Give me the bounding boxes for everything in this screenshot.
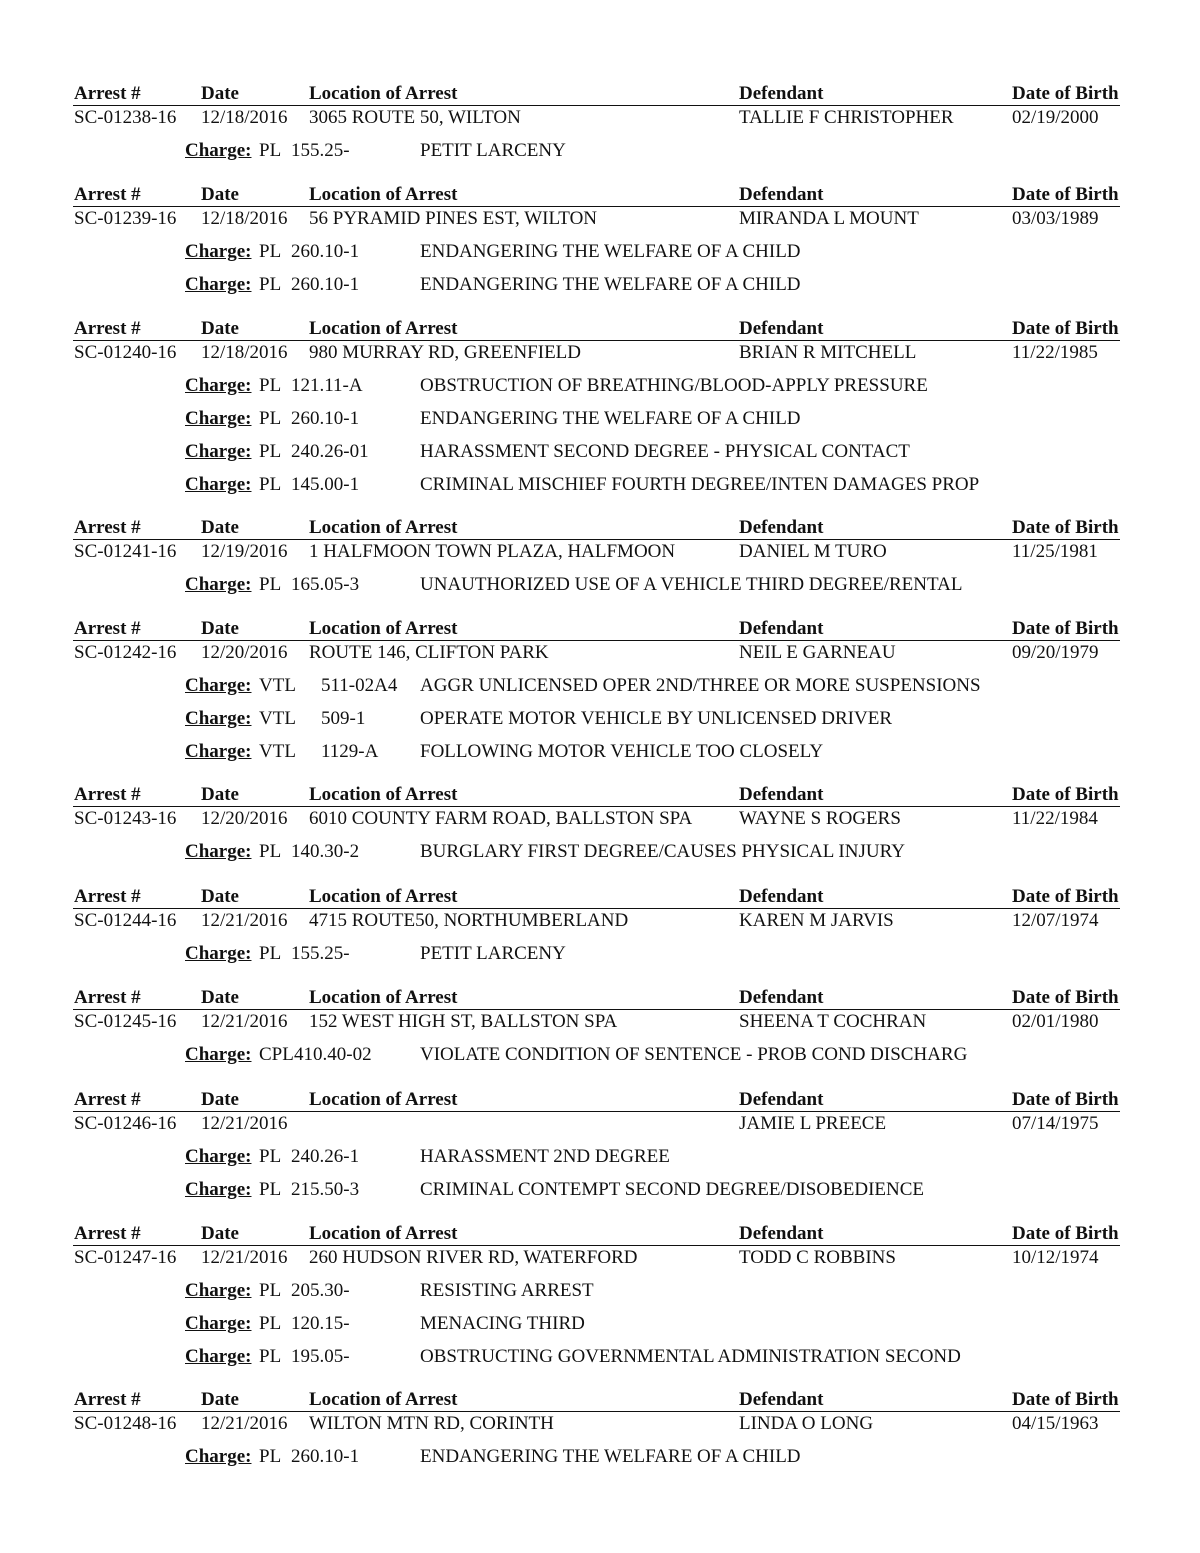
- charge-description: PETIT LARCENY: [420, 943, 566, 964]
- defendant-date-of-birth: 09/20/1979: [1012, 642, 1099, 663]
- arrest-location: ROUTE 146, CLIFTON PARK: [309, 642, 549, 663]
- defendant-name: NEIL E GARNEAU: [739, 642, 896, 663]
- defendant-name: JAMIE L PREECE: [739, 1113, 887, 1134]
- charge-row: [0, 573, 1200, 597]
- charge-description: VIOLATE CONDITION OF SENTENCE - PROB COND DISCHARG: [420, 1044, 968, 1065]
- charge-label: Charge:: [185, 708, 252, 729]
- charge-label: Charge:: [185, 274, 252, 295]
- header-defendant: Defendant: [739, 1089, 824, 1110]
- header-defendant: Defendant: [739, 987, 824, 1008]
- charge-law: PL: [259, 408, 282, 429]
- record-values-row: [0, 1010, 1200, 1034]
- charge-row: [0, 1345, 1200, 1369]
- header-location: Location of Arrest: [309, 318, 458, 339]
- charge-section: 195.05-: [291, 1346, 350, 1367]
- record-header-row: [0, 183, 1200, 207]
- header-arrest-number: Arrest #: [74, 618, 141, 639]
- defendant-date-of-birth: 12/07/1974: [1012, 910, 1099, 931]
- arrest-number: SC-01245-16: [74, 1011, 177, 1032]
- charge-law: CPL: [259, 1044, 294, 1065]
- charge-row: [0, 1178, 1200, 1202]
- charge-label: Charge:: [185, 1313, 252, 1334]
- defendant-date-of-birth: 03/03/1989: [1012, 208, 1099, 229]
- defendant-date-of-birth: 07/14/1975: [1012, 1113, 1099, 1134]
- record-values-row: [0, 641, 1200, 665]
- header-defendant: Defendant: [739, 1389, 824, 1410]
- header-arrest-number: Arrest #: [74, 1089, 141, 1110]
- header-date: Date: [201, 1389, 239, 1410]
- charge-section: 240.26-1: [291, 1146, 360, 1167]
- header-location: Location of Arrest: [309, 184, 458, 205]
- arrest-number: SC-01247-16: [74, 1247, 177, 1268]
- charge-row: [0, 1145, 1200, 1169]
- charge-section: 1129-A: [321, 741, 379, 762]
- charge-description: ENDANGERING THE WELFARE OF A CHILD: [420, 408, 801, 429]
- arrest-date: 12/21/2016: [201, 1247, 288, 1268]
- charge-description: MENACING THIRD: [420, 1313, 585, 1334]
- record-header-row: [0, 516, 1200, 540]
- charge-section: 260.10-1: [291, 1446, 360, 1467]
- charge-description: BURGLARY FIRST DEGREE/CAUSES PHYSICAL INJURY: [420, 841, 905, 862]
- charge-section: 165.05-3: [291, 574, 360, 595]
- charge-law: PL: [259, 943, 282, 964]
- charge-label: Charge:: [185, 1146, 252, 1167]
- arrest-location: 260 HUDSON RIVER RD, WATERFORD: [309, 1247, 638, 1268]
- charge-law: PL: [259, 841, 282, 862]
- charge-description: RESISTING ARREST: [420, 1280, 594, 1301]
- header-arrest-number: Arrest #: [74, 83, 141, 104]
- defendant-name: BRIAN R MITCHELL: [739, 342, 917, 363]
- charge-description: AGGR UNLICENSED OPER 2ND/THREE OR MORE SUSPENSIONS: [420, 675, 981, 696]
- header-location: Location of Arrest: [309, 784, 458, 805]
- charge-section: 205.30-: [291, 1280, 350, 1301]
- record-values-row: [0, 1112, 1200, 1136]
- charge-label: Charge:: [185, 1280, 252, 1301]
- defendant-date-of-birth: 11/22/1984: [1012, 808, 1098, 829]
- arrest-date: 12/18/2016: [201, 208, 288, 229]
- arrest-location: 152 WEST HIGH ST, BALLSTON SPA: [309, 1011, 618, 1032]
- arrest-date: 12/18/2016: [201, 107, 288, 128]
- charge-section: 410.40-02: [294, 1044, 372, 1065]
- arrest-date: 12/21/2016: [201, 1413, 288, 1434]
- header-defendant: Defendant: [739, 184, 824, 205]
- header-defendant: Defendant: [739, 517, 824, 538]
- header-defendant: Defendant: [739, 83, 824, 104]
- charge-label: Charge:: [185, 675, 252, 696]
- header-location: Location of Arrest: [309, 1389, 458, 1410]
- record-values-row: [0, 1412, 1200, 1436]
- record-values-row: [0, 807, 1200, 831]
- header-arrest-number: Arrest #: [74, 184, 141, 205]
- header-date-of-birth: Date of Birth: [1012, 784, 1119, 805]
- header-date: Date: [201, 318, 239, 339]
- header-date: Date: [201, 886, 239, 907]
- charge-law: PL: [259, 241, 282, 262]
- defendant-name: KAREN M JARVIS: [739, 910, 894, 931]
- charge-section: 260.10-1: [291, 408, 360, 429]
- charge-description: UNAUTHORIZED USE OF A VEHICLE THIRD DEGREE/RENTAL: [420, 574, 963, 595]
- arrest-number: SC-01242-16: [74, 642, 177, 663]
- header-location: Location of Arrest: [309, 517, 458, 538]
- charge-law: PL: [259, 474, 282, 495]
- charge-row: [0, 1279, 1200, 1303]
- header-location: Location of Arrest: [309, 987, 458, 1008]
- charge-section: 215.50-3: [291, 1179, 360, 1200]
- charge-description: HARASSMENT SECOND DEGREE - PHYSICAL CONTACT: [420, 441, 910, 462]
- record-values-row: [0, 207, 1200, 231]
- record-header-row: [0, 986, 1200, 1010]
- header-location: Location of Arrest: [309, 886, 458, 907]
- defendant-name: DANIEL M TURO: [739, 541, 887, 562]
- header-arrest-number: Arrest #: [74, 784, 141, 805]
- header-date: Date: [201, 618, 239, 639]
- header-date: Date: [201, 517, 239, 538]
- charge-law: PL: [259, 375, 282, 396]
- charge-row: [0, 374, 1200, 398]
- charge-label: Charge:: [185, 408, 252, 429]
- header-defendant: Defendant: [739, 1223, 824, 1244]
- charge-law: VTL: [259, 708, 296, 729]
- arrest-number: SC-01248-16: [74, 1413, 177, 1434]
- arrest-date: 12/21/2016: [201, 910, 288, 931]
- record-values-row: [0, 341, 1200, 365]
- charge-section: 260.10-1: [291, 274, 360, 295]
- header-date-of-birth: Date of Birth: [1012, 83, 1119, 104]
- charge-section: 260.10-1: [291, 241, 360, 262]
- header-date-of-birth: Date of Birth: [1012, 517, 1119, 538]
- charge-row: [0, 1312, 1200, 1336]
- record-header-row: [0, 783, 1200, 807]
- charge-label: Charge:: [185, 241, 252, 262]
- arrest-location: 6010 COUNTY FARM ROAD, BALLSTON SPA: [309, 808, 693, 829]
- charge-row: [0, 707, 1200, 731]
- arrest-number: SC-01244-16: [74, 910, 177, 931]
- charge-label: Charge:: [185, 1179, 252, 1200]
- charge-row: [0, 273, 1200, 297]
- charge-description: OBSTRUCTION OF BREATHING/BLOOD-APPLY PRESSURE: [420, 375, 928, 396]
- record-header-row: [0, 617, 1200, 641]
- defendant-date-of-birth: 02/19/2000: [1012, 107, 1099, 128]
- defendant-date-of-birth: 11/25/1981: [1012, 541, 1098, 562]
- arrest-location: 3065 ROUTE 50, WILTON: [309, 107, 521, 128]
- record-header-row: [0, 317, 1200, 341]
- header-defendant: Defendant: [739, 886, 824, 907]
- charge-label: Charge:: [185, 1446, 252, 1467]
- charge-section: 511-02A4: [321, 675, 398, 696]
- arrest-date: 12/20/2016: [201, 808, 288, 829]
- header-date: Date: [201, 784, 239, 805]
- header-arrest-number: Arrest #: [74, 1223, 141, 1244]
- header-date-of-birth: Date of Birth: [1012, 618, 1119, 639]
- header-date: Date: [201, 1089, 239, 1110]
- charge-row: [0, 1043, 1200, 1067]
- charge-law: PL: [259, 274, 282, 295]
- header-arrest-number: Arrest #: [74, 987, 141, 1008]
- charge-label: Charge:: [185, 574, 252, 595]
- arrest-location: 4715 ROUTE50, NORTHUMBERLAND: [309, 910, 629, 931]
- arrest-number: SC-01239-16: [74, 208, 177, 229]
- arrest-date: 12/21/2016: [201, 1011, 288, 1032]
- record-header-row: [0, 82, 1200, 106]
- arrest-location: 980 MURRAY RD, GREENFIELD: [309, 342, 582, 363]
- header-arrest-number: Arrest #: [74, 886, 141, 907]
- arrest-date: 12/20/2016: [201, 642, 288, 663]
- header-date-of-birth: Date of Birth: [1012, 1389, 1119, 1410]
- header-location: Location of Arrest: [309, 1223, 458, 1244]
- charge-section: 145.00-1: [291, 474, 360, 495]
- charge-row: [0, 407, 1200, 431]
- arrest-location: WILTON MTN RD, CORINTH: [309, 1413, 554, 1434]
- header-arrest-number: Arrest #: [74, 1389, 141, 1410]
- header-location: Location of Arrest: [309, 1089, 458, 1110]
- record-values-row: [0, 909, 1200, 933]
- defendant-name: WAYNE S ROGERS: [739, 808, 901, 829]
- record-header-row: [0, 1222, 1200, 1246]
- charge-description: OBSTRUCTING GOVERNMENTAL ADMINISTRATION SECOND: [420, 1346, 961, 1367]
- charge-law: PL: [259, 1179, 282, 1200]
- charge-law: PL: [259, 1280, 282, 1301]
- charge-law: PL: [259, 1313, 282, 1334]
- header-date-of-birth: Date of Birth: [1012, 184, 1119, 205]
- record-values-row: [0, 540, 1200, 564]
- arrest-number: SC-01243-16: [74, 808, 177, 829]
- charge-label: Charge:: [185, 841, 252, 862]
- charge-law: PL: [259, 574, 282, 595]
- header-defendant: Defendant: [739, 318, 824, 339]
- charge-law: PL: [259, 1146, 282, 1167]
- charge-row: [0, 473, 1200, 497]
- charge-row: [0, 440, 1200, 464]
- charge-section: 509-1: [321, 708, 366, 729]
- defendant-name: SHEENA T COCHRAN: [739, 1011, 927, 1032]
- header-date-of-birth: Date of Birth: [1012, 1223, 1119, 1244]
- header-date: Date: [201, 83, 239, 104]
- charge-section: 121.11-A: [291, 375, 363, 396]
- defendant-name: LINDA O LONG: [739, 1413, 874, 1434]
- header-date-of-birth: Date of Birth: [1012, 318, 1119, 339]
- defendant-name: TODD C ROBBINS: [739, 1247, 896, 1268]
- charge-law: PL: [259, 1346, 282, 1367]
- charge-law: PL: [259, 441, 282, 462]
- charge-law: VTL: [259, 741, 296, 762]
- header-defendant: Defendant: [739, 784, 824, 805]
- charge-label: Charge:: [185, 140, 252, 161]
- charge-label: Charge:: [185, 1346, 252, 1367]
- charge-section: 240.26-01: [291, 441, 369, 462]
- header-location: Location of Arrest: [309, 618, 458, 639]
- charge-row: [0, 240, 1200, 264]
- charge-row: [0, 674, 1200, 698]
- header-date: Date: [201, 987, 239, 1008]
- arrest-number: SC-01241-16: [74, 541, 177, 562]
- arrest-number: SC-01238-16: [74, 107, 177, 128]
- defendant-date-of-birth: 10/12/1974: [1012, 1247, 1099, 1268]
- record-values-row: [0, 106, 1200, 130]
- charge-law: PL: [259, 140, 282, 161]
- charge-description: CRIMINAL CONTEMPT SECOND DEGREE/DISOBEDIENCE: [420, 1179, 925, 1200]
- charge-label: Charge:: [185, 441, 252, 462]
- charge-row: [0, 1445, 1200, 1469]
- header-date-of-birth: Date of Birth: [1012, 987, 1119, 1008]
- charge-description: FOLLOWING MOTOR VEHICLE TOO CLOSELY: [420, 741, 824, 762]
- charge-label: Charge:: [185, 943, 252, 964]
- header-arrest-number: Arrest #: [74, 318, 141, 339]
- defendant-name: MIRANDA L MOUNT: [739, 208, 919, 229]
- arrest-date: 12/21/2016: [201, 1113, 288, 1134]
- arrest-date: 12/19/2016: [201, 541, 288, 562]
- charge-row: [0, 942, 1200, 966]
- charge-description: OPERATE MOTOR VEHICLE BY UNLICENSED DRIVER: [420, 708, 893, 729]
- header-date-of-birth: Date of Birth: [1012, 886, 1119, 907]
- charge-row: [0, 139, 1200, 163]
- defendant-date-of-birth: 11/22/1985: [1012, 342, 1098, 363]
- arrest-number: SC-01240-16: [74, 342, 177, 363]
- charge-row: [0, 740, 1200, 764]
- charge-section: 120.15-: [291, 1313, 350, 1334]
- charge-label: Charge:: [185, 474, 252, 495]
- header-location: Location of Arrest: [309, 83, 458, 104]
- header-defendant: Defendant: [739, 618, 824, 639]
- header-arrest-number: Arrest #: [74, 517, 141, 538]
- charge-label: Charge:: [185, 1044, 252, 1065]
- charge-section: 155.25-: [291, 140, 350, 161]
- charge-description: PETIT LARCENY: [420, 140, 566, 161]
- arrest-location: 56 PYRAMID PINES EST, WILTON: [309, 208, 598, 229]
- header-date: Date: [201, 1223, 239, 1244]
- charge-description: CRIMINAL MISCHIEF FOURTH DEGREE/INTEN DAMAGES PROP: [420, 474, 980, 495]
- header-date: Date: [201, 184, 239, 205]
- arrest-location: 1 HALFMOON TOWN PLAZA, HALFMOON: [309, 541, 676, 562]
- charge-law: VTL: [259, 675, 296, 696]
- header-date-of-birth: Date of Birth: [1012, 1089, 1119, 1110]
- arrest-number: SC-01246-16: [74, 1113, 177, 1134]
- charge-section: 140.30-2: [291, 841, 360, 862]
- charge-label: Charge:: [185, 375, 252, 396]
- charge-description: ENDANGERING THE WELFARE OF A CHILD: [420, 241, 801, 262]
- record-values-row: [0, 1246, 1200, 1270]
- arrest-date: 12/18/2016: [201, 342, 288, 363]
- charge-description: HARASSMENT 2ND DEGREE: [420, 1146, 670, 1167]
- defendant-date-of-birth: 04/15/1963: [1012, 1413, 1099, 1434]
- charge-description: ENDANGERING THE WELFARE OF A CHILD: [420, 274, 801, 295]
- charge-row: [0, 840, 1200, 864]
- record-header-row: [0, 1088, 1200, 1112]
- charge-description: ENDANGERING THE WELFARE OF A CHILD: [420, 1446, 801, 1467]
- charge-section: 155.25-: [291, 943, 350, 964]
- defendant-name: TALLIE F CHRISTOPHER: [739, 107, 954, 128]
- charge-law: PL: [259, 1446, 282, 1467]
- charge-label: Charge:: [185, 741, 252, 762]
- record-header-row: [0, 1388, 1200, 1412]
- record-header-row: [0, 885, 1200, 909]
- defendant-date-of-birth: 02/01/1980: [1012, 1011, 1099, 1032]
